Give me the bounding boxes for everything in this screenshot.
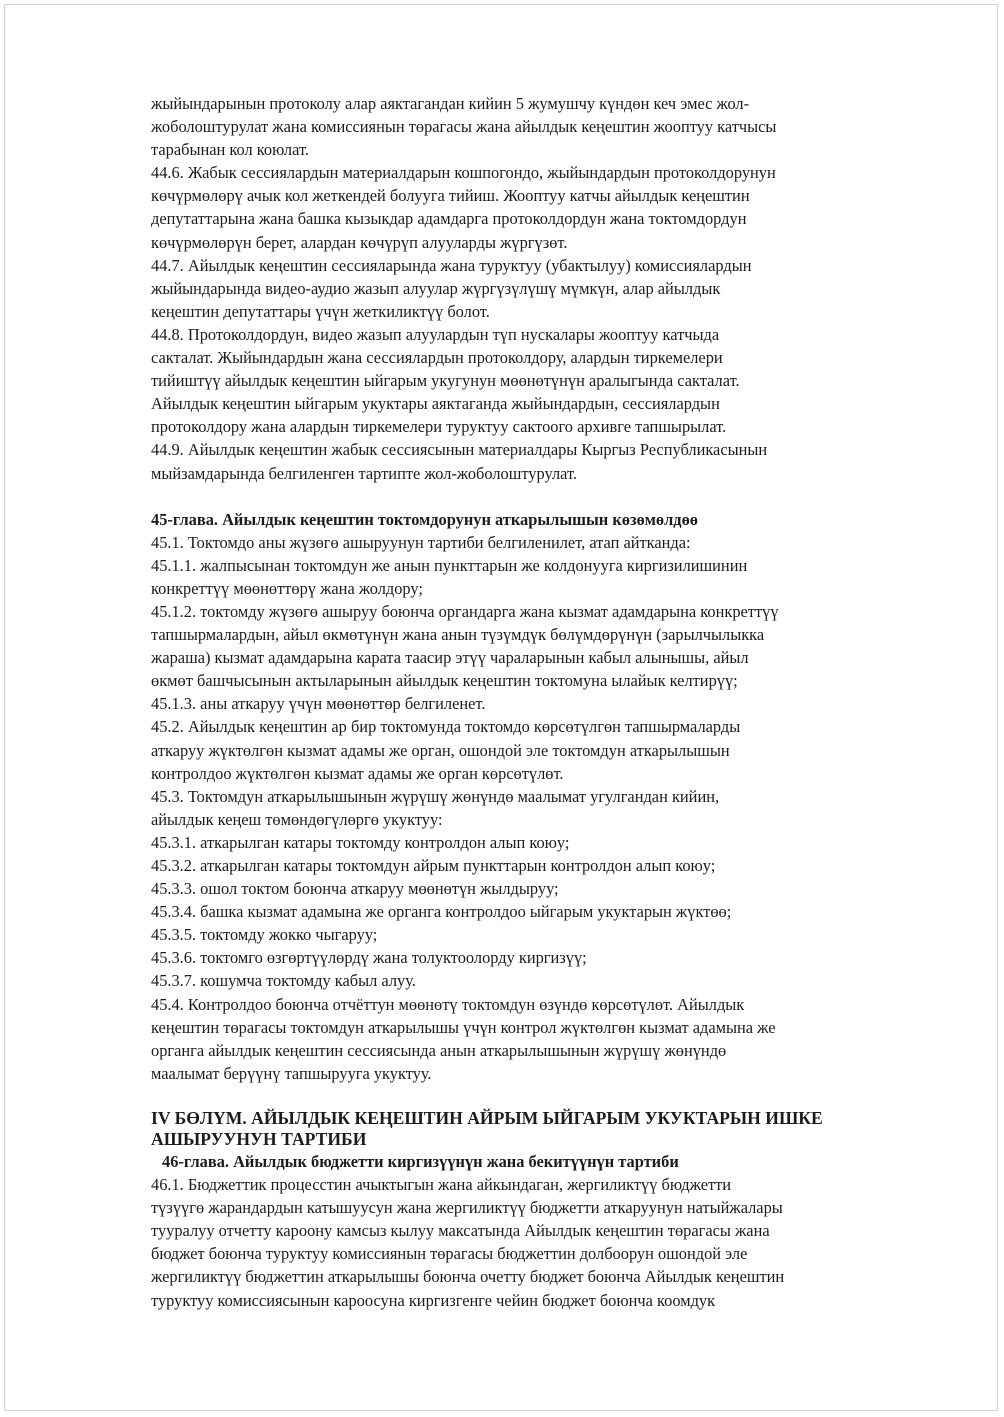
paragraph-45-3-5 xyxy=(151,923,941,946)
paragraph-46-1 xyxy=(151,1173,941,1312)
text-line: протоколдору жана алардын тиркемелери туруктуу сактоого архивге тапшырылат. xyxy=(151,417,727,437)
text-line: айылдык кеңеш төмөндөгүлөргө укуктуу: xyxy=(151,809,443,829)
text-line: Айылдык кеңештин ыйгарым укуктары аяктаганда жыйындардын, сессиялардын xyxy=(151,394,720,414)
paragraph-44-9 xyxy=(151,438,941,484)
text-line: тууралуу отчетту кароону камсыз кылуу максатында Айылдык кеңештин төрагасы жана xyxy=(151,1221,770,1241)
paragraph-44-8 xyxy=(151,323,941,438)
text-line: 45.3.6. токтомго өзгөртүүлөрдү жана толуктоолорду киргизүү; xyxy=(151,948,587,968)
text-line: 45.1.3. аны аткаруу үчүн мөөнөттөр белгиленет. xyxy=(151,694,486,714)
paragraph-45-4 xyxy=(151,993,941,1085)
paragraph-45-3-1 xyxy=(151,831,941,854)
text-line: маалымат берүүнү тапшырууга укуктуу. xyxy=(151,1063,432,1083)
document-body xyxy=(151,92,941,1312)
text-line: 45.3.4. башка кызмат адамына же органга контролдоо ыйгарым укуктарын жүктөө; xyxy=(151,902,732,922)
text-line: 45.3.3. ошол токтом боюнча аткаруу мөөнөтүн жылдыруу; xyxy=(151,879,559,899)
paragraph-45-3-4 xyxy=(151,900,941,923)
text-line: кеңештин депутаттары үчүн жеткиликтүү болот. xyxy=(151,301,490,321)
chapter-44-tail xyxy=(151,92,941,485)
text-line: 45.4. Контролдоо боюнча отчёттун мөөнөтү токтомдун өзүндө көрсөтүлөт. Айылдык xyxy=(151,994,745,1014)
text-line: 45.3. Токтомдун аткарылышынын жүрүшү жөнүндө маалымат угулгандан кийин, xyxy=(151,786,720,806)
paragraph-45-1 xyxy=(151,531,941,554)
text-line: 44.7. Айылдык кеңештин сессияларында жана туруктуу (убактылуу) комиссиялардын xyxy=(151,255,752,275)
paragraph-45-1-2 xyxy=(151,600,941,692)
text-line: тапшырмалардын, айыл өкмөтүнүн жана анын түзүмдүк бөлүмдөрүнүн (зарылчылыкка xyxy=(151,625,765,645)
paragraph-45-3-3 xyxy=(151,877,941,900)
chapter-46 xyxy=(151,1150,941,1312)
paragraph-45-3-2 xyxy=(151,854,941,877)
text-line: сакталат. Жыйындардын жана сессиялардын протоколдору, алардын тиркемелери xyxy=(151,348,723,368)
text-line: органга айылдык кеңештин сессиясында анын аткарылышынын жүрүшү жөнүндө xyxy=(151,1040,727,1060)
text-line: тарабынан кол коюлат. xyxy=(151,140,309,160)
paragraph-45-1-1 xyxy=(151,554,941,600)
text-line: жыйындарында видео-аудио жазып алуулар жүргүзүлүшү мүмкүн, алар айылдык xyxy=(151,278,721,298)
text-line: 46.1. Бюджеттик процесстин ачыктыгын жана айкындаган, жергиликтүү бюджетти xyxy=(151,1175,732,1195)
paragraph-45-2 xyxy=(151,715,941,784)
paragraph-45-3-6 xyxy=(151,946,941,969)
text-line: бюджет боюнча туруктуу комиссиянын төрагасы бюджеттин долбоорун ошондой эле xyxy=(151,1244,748,1264)
text-line: түзүүгө жарандардын катышуусун жана жергиликтүү бюджетти аткаруунун натыйжалары xyxy=(151,1198,783,1218)
paragraph-45-3 xyxy=(151,785,941,831)
section-title-line: АШЫРУУНУН ТАРТИБИ xyxy=(151,1128,367,1149)
text-line: көчүрмөлөрүн берет, алардан көчүрүп алууларды жүргүзөт. xyxy=(151,232,568,252)
paragraph-44-5-tail xyxy=(151,92,941,161)
paragraph-45-1-3 xyxy=(151,692,941,715)
text-line: 45.3.2. аткарылган катары токтомдун айрым пункттарын контролдон алып коюу; xyxy=(151,856,716,875)
paragraph-44-7 xyxy=(151,254,941,323)
text-line: 45.1.1. жалпысынан токтомдун же анын пункттарын же колдонууга киргизилишинин xyxy=(151,555,748,575)
chapter-46-title: 46-глава. Айылдык бюджетти киргизүүнүн жана бекитүүнүн тартиби xyxy=(162,1151,679,1171)
text-line: конкреттүү мөөнөттөрү жана жолдору; xyxy=(151,578,423,598)
section-title-line: IV БӨЛҮМ. АЙЫЛДЫК КЕҢЕШТИН АЙРЫМ ЫЙГАРЫМ УКУКТАРЫН ИШКЕ xyxy=(151,1107,823,1128)
text-line: тийиштүү айылдык кеңештин ыйгарым укугунун мөөнөтүнүн аралыгында сакталат. xyxy=(151,371,740,391)
text-line: 44.6. Жабык сессиялардын материалдарын кошпогондо, жыйындардын протоколдорунун xyxy=(151,163,776,183)
text-line: аткаруу жүктөлгөн кызмат адамы же орган, ошондой эле токтомдун аткарылышын xyxy=(151,740,730,760)
text-line: 45.3.1. аткарылган катары токтомду контролдон алып коюу; xyxy=(151,832,570,852)
text-line: 44.9. Айылдык кеңештин жабык сессиясынын материалдары Кыргыз Республикасынын xyxy=(151,440,768,460)
paragraph-45-3-7 xyxy=(151,969,941,992)
text-line: көчүрмөлөрү ачык кол жеткендей болууга тийиш. Жооптуу катчы айылдык кеңештин xyxy=(151,186,750,206)
chapter-45 xyxy=(151,508,941,1085)
text-line: 45.1. Токтомдо аны жүзөгө ашыруунун тартиби белгиленилет, атап айтканда: xyxy=(151,532,691,552)
section-4 xyxy=(151,1108,941,1150)
chapter-45-title: 45-глава. Айылдык кеңештин токтомдорунун аткарылышын көзөмөлдөө xyxy=(151,509,698,529)
text-line: туруктуу комиссиясынын кароосуна киргизгенге чейин бюджет боюнча коомдук xyxy=(151,1290,716,1310)
text-line: депутаттарына жана башка кызыкдар адамдарга протоколдордун жана токтомдордун xyxy=(151,209,747,229)
text-line: 44.8. Протоколдордун, видео жазып алуулардын түп нускалары жооптуу катчыда xyxy=(151,324,720,344)
text-line: 45.3.7. кошумча токтомду кабыл алуу. xyxy=(151,971,416,991)
text-line: 45.3.5. токтомду жокко чыгаруу; xyxy=(151,925,378,945)
section-4-title xyxy=(151,1108,941,1150)
document-page xyxy=(4,4,998,1411)
text-line: мыйзамдарында белгиленген тартипте жол-жоболоштурулат. xyxy=(151,463,578,483)
paragraph-44-6 xyxy=(151,161,941,253)
text-line: кеңештин төрагасы токтомдун аткарылышы үчүн контрол жүктөлгөн кызмат адамына же xyxy=(151,1017,776,1037)
text-line: жоболоштурулат жана комиссиянын төрагасы жана айылдык кеңештин жооптуу катчысы xyxy=(151,117,777,137)
text-line: 45.1.2. токтомду жүзөгө ашыруу боюнча органдарга жана кызмат адамдарына конкреттүү xyxy=(151,601,779,621)
text-line: жергиликтүү бюджеттин аткарылышы боюнча очетту бюджет боюнча Айылдык кеңештин xyxy=(151,1267,785,1287)
text-line: жыйындарынын протоколу алар аяктагандан кийин 5 жумушчу күндөн кеч эмес жол- xyxy=(151,94,750,113)
text-line: 45.2. Айылдык кеңештин ар бир токтомунда токтомдо көрсөтүлгөн тапшырмаларды xyxy=(151,717,741,737)
text-line: контролдоо жүктөлгөн кызмат адамы же орган көрсөтүлөт. xyxy=(151,763,564,783)
text-line: жараша) кызмат адамдарына карата таасир этүү чараларынын кабыл алынышы, айыл xyxy=(151,648,749,668)
text-line: өкмөт башчысынын актыларынын айылдык кеңештин токтомуна ылайык келтирүү; xyxy=(151,671,738,691)
